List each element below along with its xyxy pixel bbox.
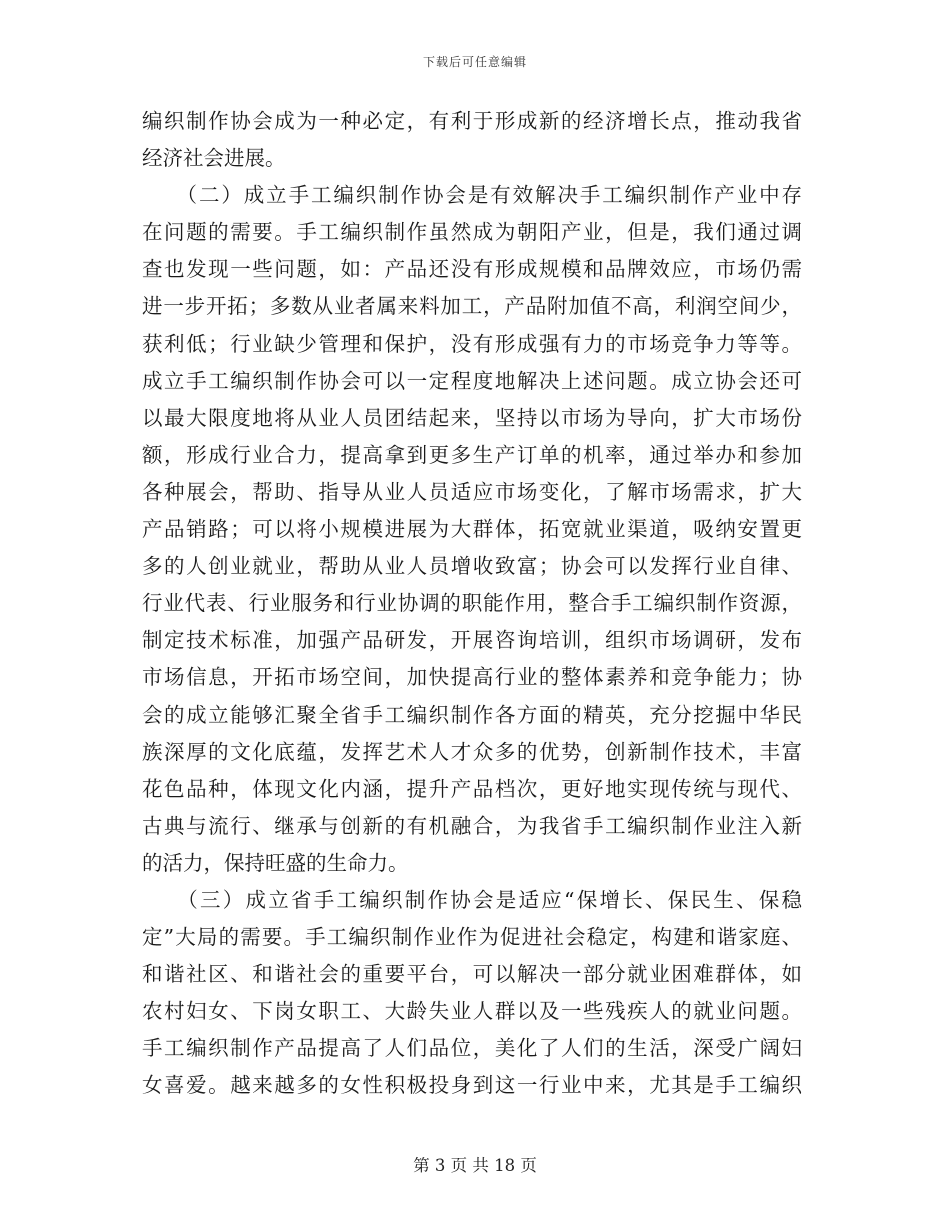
text-line: 经济社会进展。 (142, 146, 286, 171)
text-line: 族深厚的文化底蕴，发挥艺术人才众多的优势，创新制作技术，丰富 (142, 739, 802, 764)
text-line: 会的成立能够汇聚全省手工编织制作各方面的精英，充分挖掘中华民 (142, 702, 802, 727)
text-line: 市场信息，开拓市场空间，加快提高行业的整体素养和竞争能力；协 (142, 665, 802, 690)
text-line: 产品销路；可以将小规模进展为大群体，拓宽就业渠道，吸纳安置更 (142, 517, 802, 542)
text-line: 花色品种，体现文化内涵，提升产品档次，更好地实现传统与现代、 (142, 776, 802, 801)
text-line: （二）成立手工编织制作协会是有效解决手工编织制作产业中存 (142, 183, 802, 208)
page-header-note: 下载后可任意编辑 (422, 55, 527, 69)
text-line: 编织制作协会成为一种必定，有利于形成新的经济增长点，推动我省 (142, 109, 802, 133)
text-line: 在问题的需要。手工编织制作虽然成为朝阳产业，但是，我们通过调 (142, 220, 802, 245)
text-line: 各种展会，帮助、指导从业人员适应市场变化，了解市场需求，扩大 (142, 479, 802, 504)
text-line: 的活力，保持旺盛的生命力。 (142, 850, 409, 875)
document-body (142, 103, 802, 1105)
text-line: 古典与流行、继承与创新的有机融合，为我省手工编织制作业注入新 (142, 813, 802, 838)
text-line: 手工编织制作产品提高了人们品位，美化了人们的生活，深受广阔妇 (142, 1036, 802, 1061)
text-line: 行业代表、行业服务和行业协调的职能作用，整合手工编织制作资源， (142, 591, 802, 616)
text-line: 查也发现一些问题，如：产品还没有形成规模和品牌效应，市场仍需 (142, 257, 802, 282)
text-line: 进一步开拓；多数从业者属来料加工，产品附加值不高，利润空间少， (142, 294, 802, 319)
text-line: 以最大限度地将从业人员团结起来，坚持以市场为导向，扩大市场份 (142, 405, 802, 430)
text-line: 和谐社区、和谐社会的重要平台，可以解决一部分就业困难群体，如 (142, 962, 802, 987)
text-line: 制定技术标准，加强产品研发，开展咨询培训，组织市场调研，发布 (142, 628, 802, 653)
text-line: 成立手工编织制作协会可以一定程度地解决上述问题。成立协会还可 (142, 368, 802, 393)
text-line: 额，形成行业合力，提高拿到更多生产订单的机率，通过举办和参加 (142, 442, 802, 467)
text-line: 定”大局的需要。手工编织制作业作为促进社会稳定，构建和谐家庭、 (142, 925, 802, 950)
text-line: 获利低；行业缺少管理和保护，没有形成强有力的市场竞争力等等。 (142, 331, 802, 356)
text-line: 多的人创业就业，帮助从业人员增收致富；协会可以发挥行业自律、 (142, 554, 802, 579)
text-line: 女喜爱。越来越多的女性积极投身到这一行业中来，尤其是手工编织 (142, 1073, 802, 1098)
page-number-footer: 第 3 页 共 18 页 (413, 1156, 537, 1175)
text-line: （三）成立省手工编织制作协会是适应“保增长、保民生、保稳 (142, 887, 802, 912)
text-line: 农村妇女、下岗女职工、大龄失业人群以及一些残疾人的就业问题。 (142, 999, 802, 1024)
